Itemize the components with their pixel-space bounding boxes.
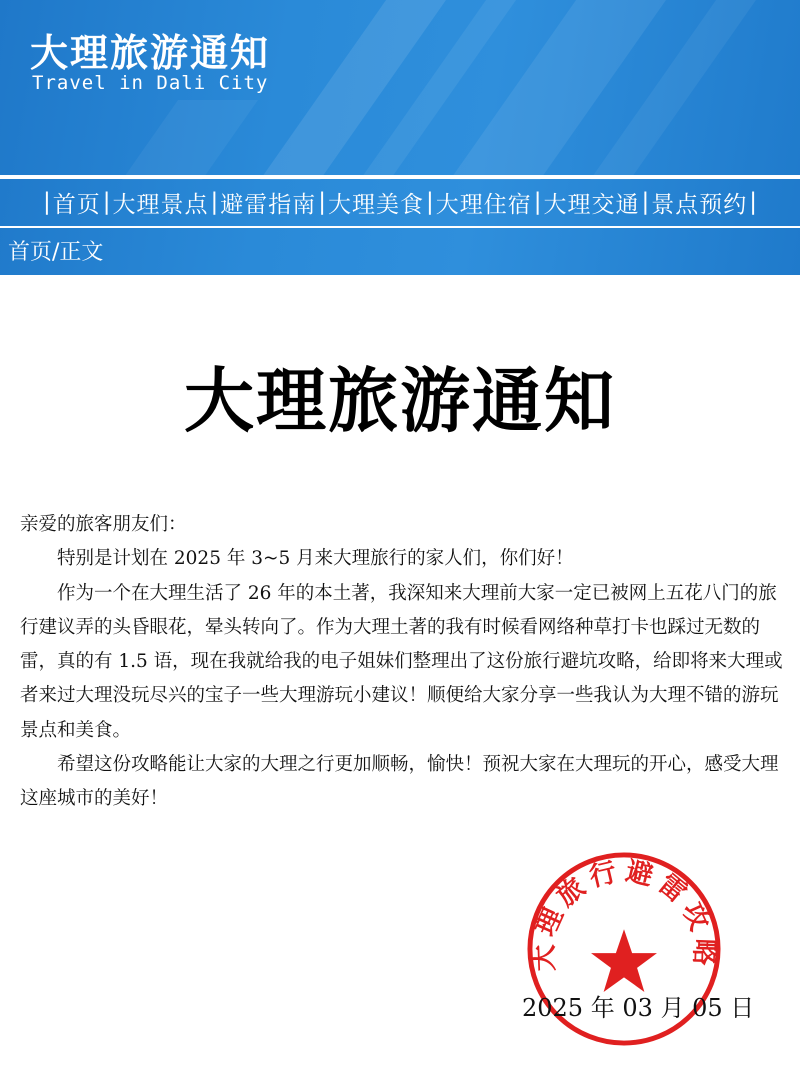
nav-separator: |: [102, 189, 111, 215]
nav-separator: |: [749, 189, 757, 215]
paragraph: 特别是计划在 2025 年 3~5 月来大理旅行的家人们，你们好！: [57, 548, 574, 570]
banner-stripe: [122, 100, 258, 180]
nav-separator: |: [426, 189, 434, 215]
nav-separator: |: [641, 189, 650, 215]
nav-divider-bottom: [0, 226, 800, 228]
nav-separator: |: [533, 189, 542, 215]
nav-separator: |: [210, 189, 219, 215]
nav-separator: |: [43, 189, 51, 215]
document-date: 2025 年 03 月 05 日: [522, 994, 755, 1022]
document-body: [20, 508, 792, 817]
nav-separator: |: [318, 189, 326, 215]
nav-item-attractions[interactable]: 大理景点: [112, 191, 209, 218]
header-banner: [0, 0, 800, 275]
nav-item-booking[interactable]: 景点预约: [651, 191, 748, 218]
star-icon: [591, 929, 657, 992]
document-title: 大理旅游通知: [184, 360, 616, 442]
nav-item-food[interactable]: 大理美食: [328, 191, 424, 218]
seal-text: 大理旅行避雷攻略: [528, 855, 720, 972]
greeting: 亲爱的旅客朋友们：: [20, 514, 187, 535]
nav-item-lodging[interactable]: 大理住宿: [435, 191, 532, 218]
site-subtitle: Travel in Dali City: [32, 72, 269, 94]
site-title: 大理旅游通知: [30, 31, 271, 75]
nav-item-transport[interactable]: 大理交通: [543, 191, 640, 218]
paragraph: 希望这份攻略能让大家的大理之行更加顺畅，愉快！预祝大家在大理玩的开心，感受大理这座城市的美好！: [20, 754, 779, 810]
nav-item-pitfall-guide[interactable]: 避雷指南: [220, 191, 317, 218]
nav-item-home[interactable]: 首页: [52, 191, 101, 218]
main-nav: [0, 181, 800, 223]
nav-divider-top: [0, 175, 800, 179]
paragraph: 作为一个在大理生活了 26 年的本土著，我深知来大理前大家一定已被网上五花八门的旅行建议弄的头昏眼花，晕头转向了。作为大理土著的我有时候看网络种草打卡也踩过无数的雷，真的有 1.5 语，现在我就给我的电子姐妹们整理出了这份旅行避坑攻略，给即将来大理或者来过大理没玩尽兴的宝子一些大理游玩小建议！顺便给大家分享一些我认为大理不错的游玩景点和美食。: [20, 582, 783, 741]
breadcrumb[interactable]: 首页/正文: [8, 240, 104, 265]
